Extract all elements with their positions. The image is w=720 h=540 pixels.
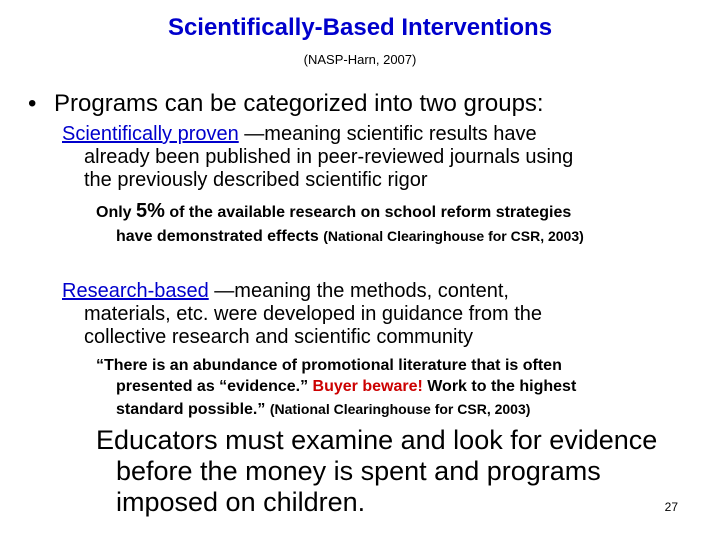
quote-citation: (National Clearinghouse for CSR, 2003) (269, 401, 531, 417)
page-number: 27 (664, 500, 678, 514)
group1-line2: already been published in peer-reviewed journals using (84, 146, 574, 168)
group2-line3: collective research and scientific community (84, 326, 474, 348)
stat-line2-text: have demonstrated effects (116, 228, 324, 245)
quote-line2-b: Work to the highest (422, 378, 577, 395)
group2-line1-rest: —meaning the methods, content, (208, 280, 509, 302)
group1-line1-rest: —meaning scientific results have (238, 123, 537, 145)
buyer-beware: Buyer beware! (312, 378, 423, 395)
slide-title: Scientifically-Based Interventions (167, 14, 553, 41)
quote-line2 (116, 376, 576, 398)
stat-line1 (96, 200, 571, 224)
stat-line2 (116, 225, 584, 248)
conclusion-line2: before the money is spent and programs (116, 456, 601, 486)
stat-prefix: Only (96, 204, 137, 221)
quote-line3 (116, 398, 530, 421)
quote-line1: “There is an abundance of promotional literature that is often (96, 357, 562, 374)
group2-line1 (62, 281, 509, 302)
stat-value: 5% (136, 200, 165, 222)
stat-citation: (National Clearinghouse for CSR, 2003) (323, 228, 584, 244)
quote-line2-a: presented as “evidence.” (116, 378, 313, 395)
conclusion-line3: imposed on children. (116, 487, 366, 517)
slide-subtitle: (NASP-Harn, 2007) (303, 52, 417, 67)
bullet-dot-icon: • (28, 90, 37, 117)
quote-line3-text: standard possible.” (116, 401, 270, 418)
main-bullet-text: Programs can be categorized into two groups: (54, 90, 544, 117)
group2-line2: materials, etc. were developed in guidance from the (84, 303, 543, 325)
stat-line1-rest: of the available research on school reform strategies (164, 204, 572, 221)
group2-term: Research-based (62, 280, 209, 302)
group1-line3: the previously described scientific rigor (84, 169, 428, 191)
main-bullet (28, 90, 544, 118)
conclusion-line1: Educators must examine and look for evidence (96, 425, 658, 455)
group1-line1 (62, 124, 537, 145)
group1-term: Scientifically proven (62, 123, 239, 145)
